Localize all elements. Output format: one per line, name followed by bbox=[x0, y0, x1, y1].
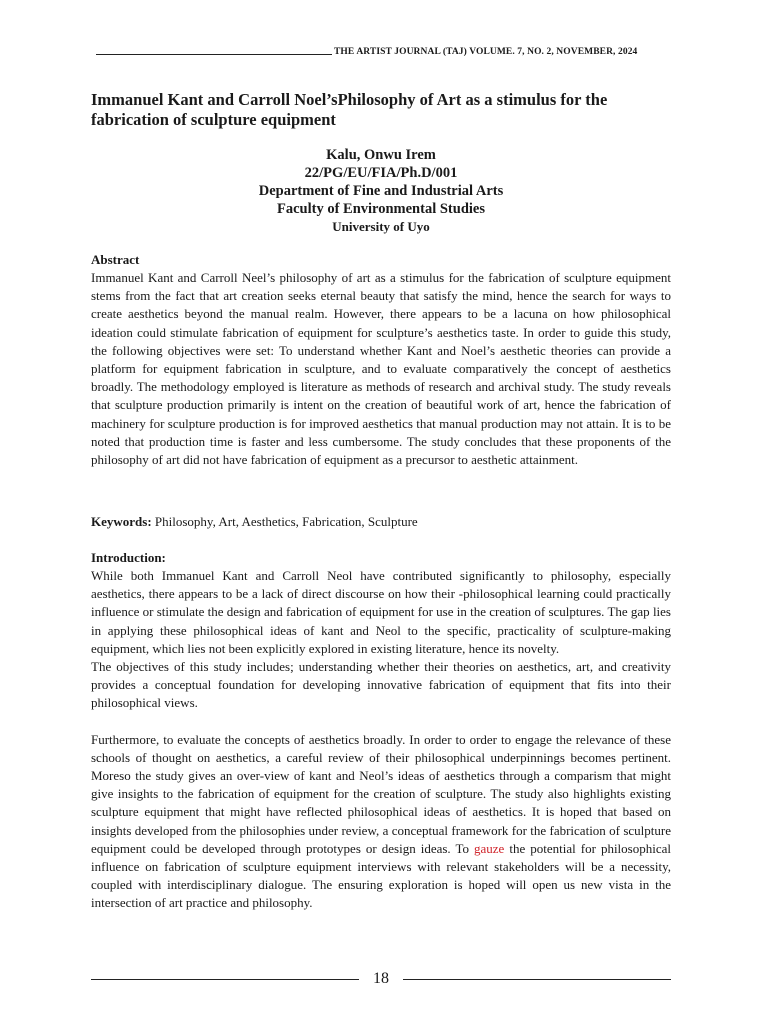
running-head-rule bbox=[96, 54, 332, 55]
highlighted-word: gauze bbox=[474, 840, 505, 856]
author-department: Department of Fine and Industrial Arts bbox=[258, 183, 504, 199]
running-head bbox=[96, 47, 658, 57]
introduction-paragraph-1: While both Immanuel Kant and Carroll Neol have contributed significantly to philosophy, especially aesthetics, there appears to be a lack of direct discourse on how their -philosophical learning could practically influence or stimulate the design and fabrication of equipment for use in the creation of sculptures. The gap lies in applying these philosophical ideas of kant and Neol to the specific, practicality of sculpture-making equipment, which lies not been explicitly explored in existing literature, hence its novelty. bbox=[91, 568, 671, 656]
author-faculty: Faculty of Environmental Studies bbox=[277, 201, 485, 217]
author-reg-number: 22/PG/EU/FIA/Ph.D/001 bbox=[304, 165, 458, 181]
footer-rule-left bbox=[91, 979, 359, 980]
abstract-text: Immanuel Kant and Carroll Neel’s philosophy of art as a stimulus for the fabrication of sculpture equipment stems from the fact that art creation seeks eternal beauty that satisfy the mind, hence the search for ways to create aesthetics beyond the manual realm. However, there appears to be a lacuna on how philosophical ideation could stimulate fabrication of equipment for sculpture’s aesthetics taste. In order to guide this study, the following objectives were set: To understand whether Kant and Noel’s aesthetic theories can provide a platform for equipment fabrication in sculpture, and to evaluate comparatively the concept of aesthetics broadly. The methodology employed is literature as methods of research and archival study. The study reveals that sculpture production primarily is intent on the creation of beautiful work of art, hence the fabrication of machinery for sculpture production is for improved aesthetics that manual production may not attain. It is to be noted that production time is faster and less cumbersome. The study concludes that these proponents of the philosophy of art did not have fabrication of equipment as a precursor to aesthetic attainment. bbox=[91, 270, 671, 468]
author-block bbox=[91, 146, 671, 236]
author-name: Kalu, Onwu Irem bbox=[326, 147, 436, 163]
running-head-text: THE ARTIST JOURNAL (TAJ) VOLUME. 7, NO. 2, NOVEMBER, 2024 bbox=[334, 47, 638, 57]
abstract-heading: Abstract bbox=[91, 252, 140, 267]
abstract-section bbox=[91, 251, 671, 469]
author-university: University of Uyo bbox=[332, 219, 430, 234]
page-footer bbox=[91, 970, 671, 988]
keywords-label: Keywords: bbox=[91, 514, 152, 529]
introduction-heading: Introduction: bbox=[91, 550, 166, 565]
page-number: 18 bbox=[373, 970, 389, 987]
footer-rule-right bbox=[403, 979, 671, 980]
keywords-text: Philosophy, Art, Aesthetics, Fabrication, Sculpture bbox=[151, 514, 418, 529]
introduction-paragraph-3: Furthermore, to evaluate the concepts of aesthetics broadly. In order to order to engage the relevance of these schools of thought on aesthetics, a careful review of their philosophical underpinnings becomes pertinent. Moreso the study gives an over-view of kant and Neol’s ideas of aesthetics through a comparism that might give insights to the fabrication of equipment for the creation of sculpture. The study also highlights existing sculpture equipment that might have reflected philosophical ideas of aesthetics. It is hoped that based on insights developed from the philosophies under review, a conceptual framework for the fabrication of sculpture equipment could be developed through prototypes or design ideas. To gauze the potential for philosophical influence on fabrication of sculpture equipment interviews with relevant stakeholders will be a necessity, coupled with interdisciplinary dialogue. The ensuring exploration is hoped will open us new vista in the intersection of art practice and philosophy. bbox=[91, 731, 671, 911]
keywords-section bbox=[91, 513, 671, 531]
introduction-section bbox=[91, 549, 671, 913]
introduction-paragraph-2: The objectives of this study includes; understanding whether their theories on aesthetics, art, and creativity provides a conceptual foundation for developing innovative fabrication of equipment that fits into their philosophical views. bbox=[91, 659, 671, 711]
article-title: Immanuel Kant and Carroll Noel’sPhilosophy of Art as a stimulus for the fabrication of sculpture equipment bbox=[91, 90, 608, 129]
